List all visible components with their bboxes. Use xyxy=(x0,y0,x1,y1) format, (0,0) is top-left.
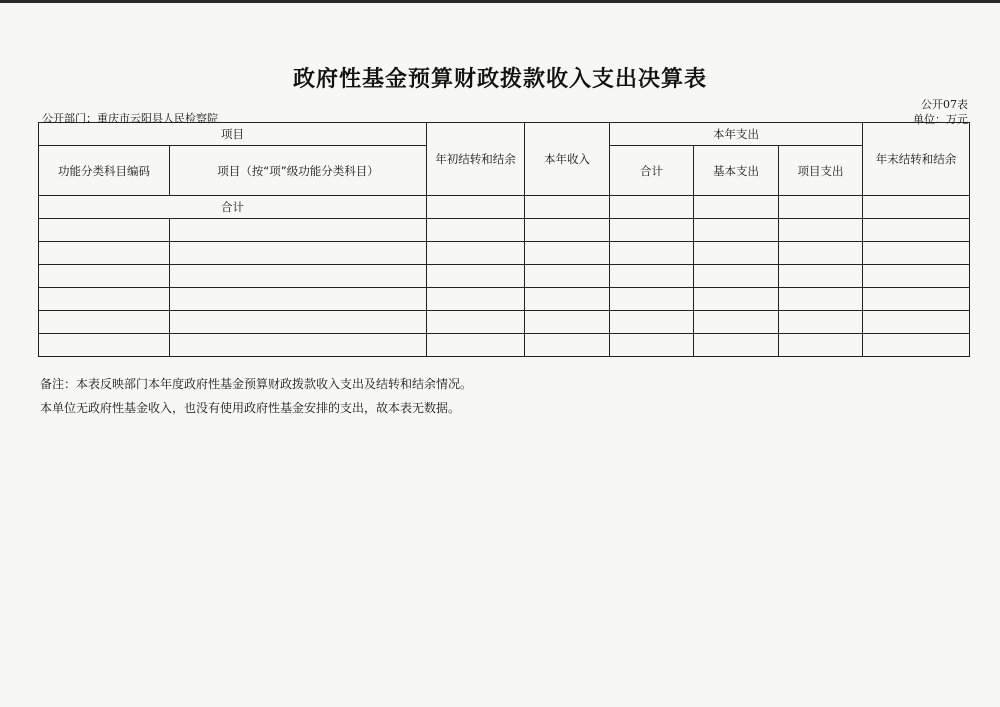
note-line: 备注：本表反映部门本年度政府性基金预算财政拨款收入支出及结转和结余情况。 xyxy=(40,377,473,391)
form-id: 公开07表 xyxy=(921,98,968,111)
table-cell xyxy=(170,265,427,288)
total-cell xyxy=(779,196,863,219)
table-row xyxy=(39,219,970,242)
table-cell xyxy=(427,288,525,311)
table-cell xyxy=(170,242,427,265)
table-cell xyxy=(694,334,779,357)
total-cell xyxy=(427,196,525,219)
table-cell xyxy=(525,242,610,265)
table-cell xyxy=(170,311,427,334)
header-item-group: 项目 xyxy=(39,123,427,146)
table-row xyxy=(39,311,970,334)
table-row xyxy=(39,265,970,288)
table-cell xyxy=(170,219,427,242)
table-cell xyxy=(779,219,863,242)
table-cell xyxy=(39,265,170,288)
table-cell xyxy=(170,334,427,357)
table-cell xyxy=(610,288,694,311)
table-cell xyxy=(525,288,610,311)
table-cell xyxy=(427,242,525,265)
unit-label: 单位：万元 xyxy=(913,113,968,126)
table-cell xyxy=(610,265,694,288)
header-basic: 基本支出 xyxy=(694,146,779,196)
table-cell xyxy=(610,311,694,334)
table-cell xyxy=(525,334,610,357)
table-cell xyxy=(863,219,970,242)
page-title: 政府性基金预算财政拨款收入支出决算表 xyxy=(292,66,707,92)
table-cell xyxy=(427,265,525,288)
table-row xyxy=(39,288,970,311)
table-row xyxy=(39,242,970,265)
table-cell xyxy=(525,265,610,288)
table-cell xyxy=(610,219,694,242)
table-cell xyxy=(610,242,694,265)
table-cell xyxy=(694,219,779,242)
table-cell xyxy=(863,265,970,288)
table-cell xyxy=(39,311,170,334)
total-row-label: 合计 xyxy=(39,196,427,219)
table-cell xyxy=(39,219,170,242)
notes xyxy=(40,372,472,420)
table-cell xyxy=(694,242,779,265)
total-cell xyxy=(694,196,779,219)
header-code: 功能分类科目编码 xyxy=(39,146,170,196)
table-cell xyxy=(39,242,170,265)
note-line: 本单位无政府性基金收入，也没有使用政府性基金安排的支出，故本表无数据。 xyxy=(40,401,461,415)
table-cell xyxy=(427,311,525,334)
department-label: 公开部门：重庆市云阳县人民检察院 xyxy=(42,112,218,125)
table-cell xyxy=(779,242,863,265)
table-cell xyxy=(779,334,863,357)
table-cell xyxy=(39,334,170,357)
table-cell xyxy=(525,219,610,242)
header-income: 本年收入 xyxy=(525,123,610,196)
table-cell xyxy=(863,242,970,265)
table-cell xyxy=(39,288,170,311)
header-total: 合计 xyxy=(610,146,694,196)
table-cell xyxy=(694,311,779,334)
header-closing-balance: 年末结转和结余 xyxy=(863,123,970,196)
total-cell xyxy=(525,196,610,219)
table-row xyxy=(39,334,970,357)
table-cell xyxy=(427,334,525,357)
table-cell xyxy=(779,288,863,311)
header-row-1 xyxy=(39,123,970,146)
table-cell xyxy=(779,265,863,288)
table-cell xyxy=(863,334,970,357)
table-cell xyxy=(170,288,427,311)
table-cell xyxy=(863,311,970,334)
total-row xyxy=(39,196,970,219)
table-cell xyxy=(525,311,610,334)
header-expenditure-group: 本年支出 xyxy=(610,123,863,146)
table-cell xyxy=(427,219,525,242)
header-opening-balance: 年初结转和结余 xyxy=(427,123,525,196)
page-top-edge xyxy=(0,0,1000,3)
total-cell xyxy=(863,196,970,219)
table-cell xyxy=(863,288,970,311)
table-cell xyxy=(610,334,694,357)
table-cell xyxy=(694,265,779,288)
total-cell xyxy=(610,196,694,219)
budget-table xyxy=(38,122,970,357)
header-project: 项目支出 xyxy=(779,146,863,196)
header-item-name: 项目（按“项”级功能分类科目） xyxy=(170,146,427,196)
table-cell xyxy=(694,288,779,311)
table-cell xyxy=(779,311,863,334)
